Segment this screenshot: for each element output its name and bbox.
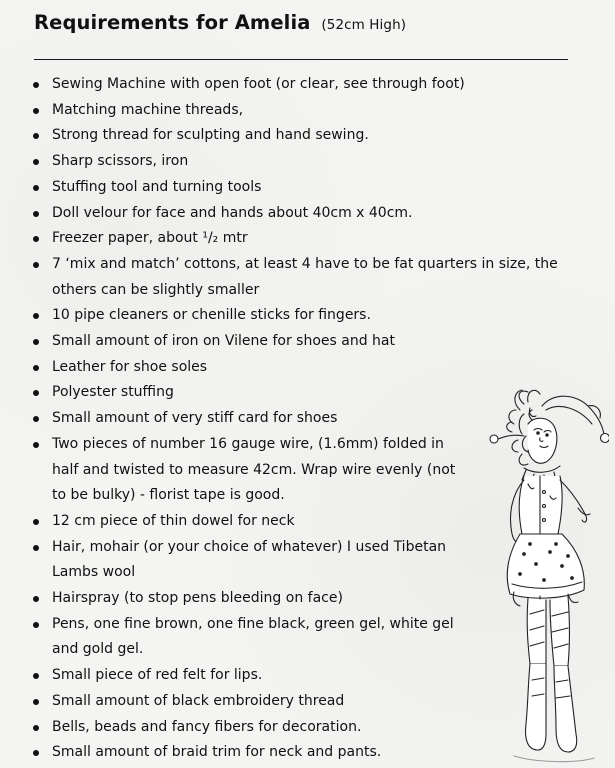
list-item-text: 10 pipe cleaners or chenille sticks for fingers. [52, 307, 371, 324]
list-item-text: and gold gel. [52, 641, 144, 658]
list-item [30, 252, 590, 303]
list-item-text: Freezer paper, about ¹/₂ mtr [52, 230, 248, 247]
list-item-text: Small amount of iron on Vilene for shoes and hat [52, 333, 395, 350]
list-item [30, 98, 590, 124]
list-item-text: others can be slightly smaller [52, 281, 260, 298]
list-item-text: Two pieces of number 16 gauge wire, (1.6mm) folded in [52, 435, 444, 452]
list-item-text: Small amount of very stiff card for shoes [52, 410, 338, 427]
list-item-text: Leather for shoe soles [52, 358, 208, 375]
list-item [30, 72, 590, 98]
list-item [30, 355, 590, 381]
title-text: Requirements for Amelia [34, 11, 311, 34]
list-item-text: Strong thread for sculpting and hand sewing. [52, 127, 369, 144]
title-divider [34, 59, 568, 60]
list-item-text: Stuffing tool and turning tools [52, 178, 262, 195]
list-item [30, 175, 590, 201]
list-item-text: to be bulky) - florist tape is good. [52, 487, 285, 504]
list-item [30, 149, 590, 175]
list-item [30, 329, 590, 355]
list-item-text: Doll velour for face and hands about 40cm x 40cm. [52, 204, 413, 221]
list-item-text: Hair, mohair (or your choice of whatever) I used Tibetan [52, 538, 447, 555]
list-item [30, 201, 590, 227]
list-item-text: Sharp scissors, iron [52, 153, 189, 170]
list-item-text: Sewing Machine with open foot (or clear, see through foot) [52, 76, 465, 92]
list-item-text: Bells, beads and fancy fibers for decoration. [52, 718, 362, 735]
doll-illustration [484, 384, 609, 768]
title-subtitle: (52cm High) [321, 17, 407, 33]
page-title [34, 11, 406, 34]
list-item [30, 226, 590, 252]
list-item-text: Small amount of braid trim for neck and pants. [52, 744, 382, 761]
list-item-text: Pens, one fine brown, one fine black, green gel, white gel [52, 615, 454, 632]
list-item-text: Hairspray (to stop pens bleeding on face) [52, 590, 343, 607]
list-item [30, 123, 590, 149]
list-item-text: half and twisted to measure 42cm. Wrap wire evenly (not [52, 461, 456, 478]
list-item [30, 303, 590, 329]
list-item-text: Lambs wool [52, 564, 136, 581]
list-item-text: 7 ‘mix and match’ cottons, at least 4 have to be fat quarters in size, the [52, 255, 558, 272]
list-item-text: 12 cm piece of thin dowel for neck [52, 512, 295, 529]
list-item-text: Small amount of black embroidery thread [52, 692, 345, 709]
list-item-text: Polyester stuffing [52, 384, 174, 401]
list-item-text: Small piece of red felt for lips. [52, 667, 263, 684]
list-item-text: Matching machine threads, [52, 101, 244, 118]
